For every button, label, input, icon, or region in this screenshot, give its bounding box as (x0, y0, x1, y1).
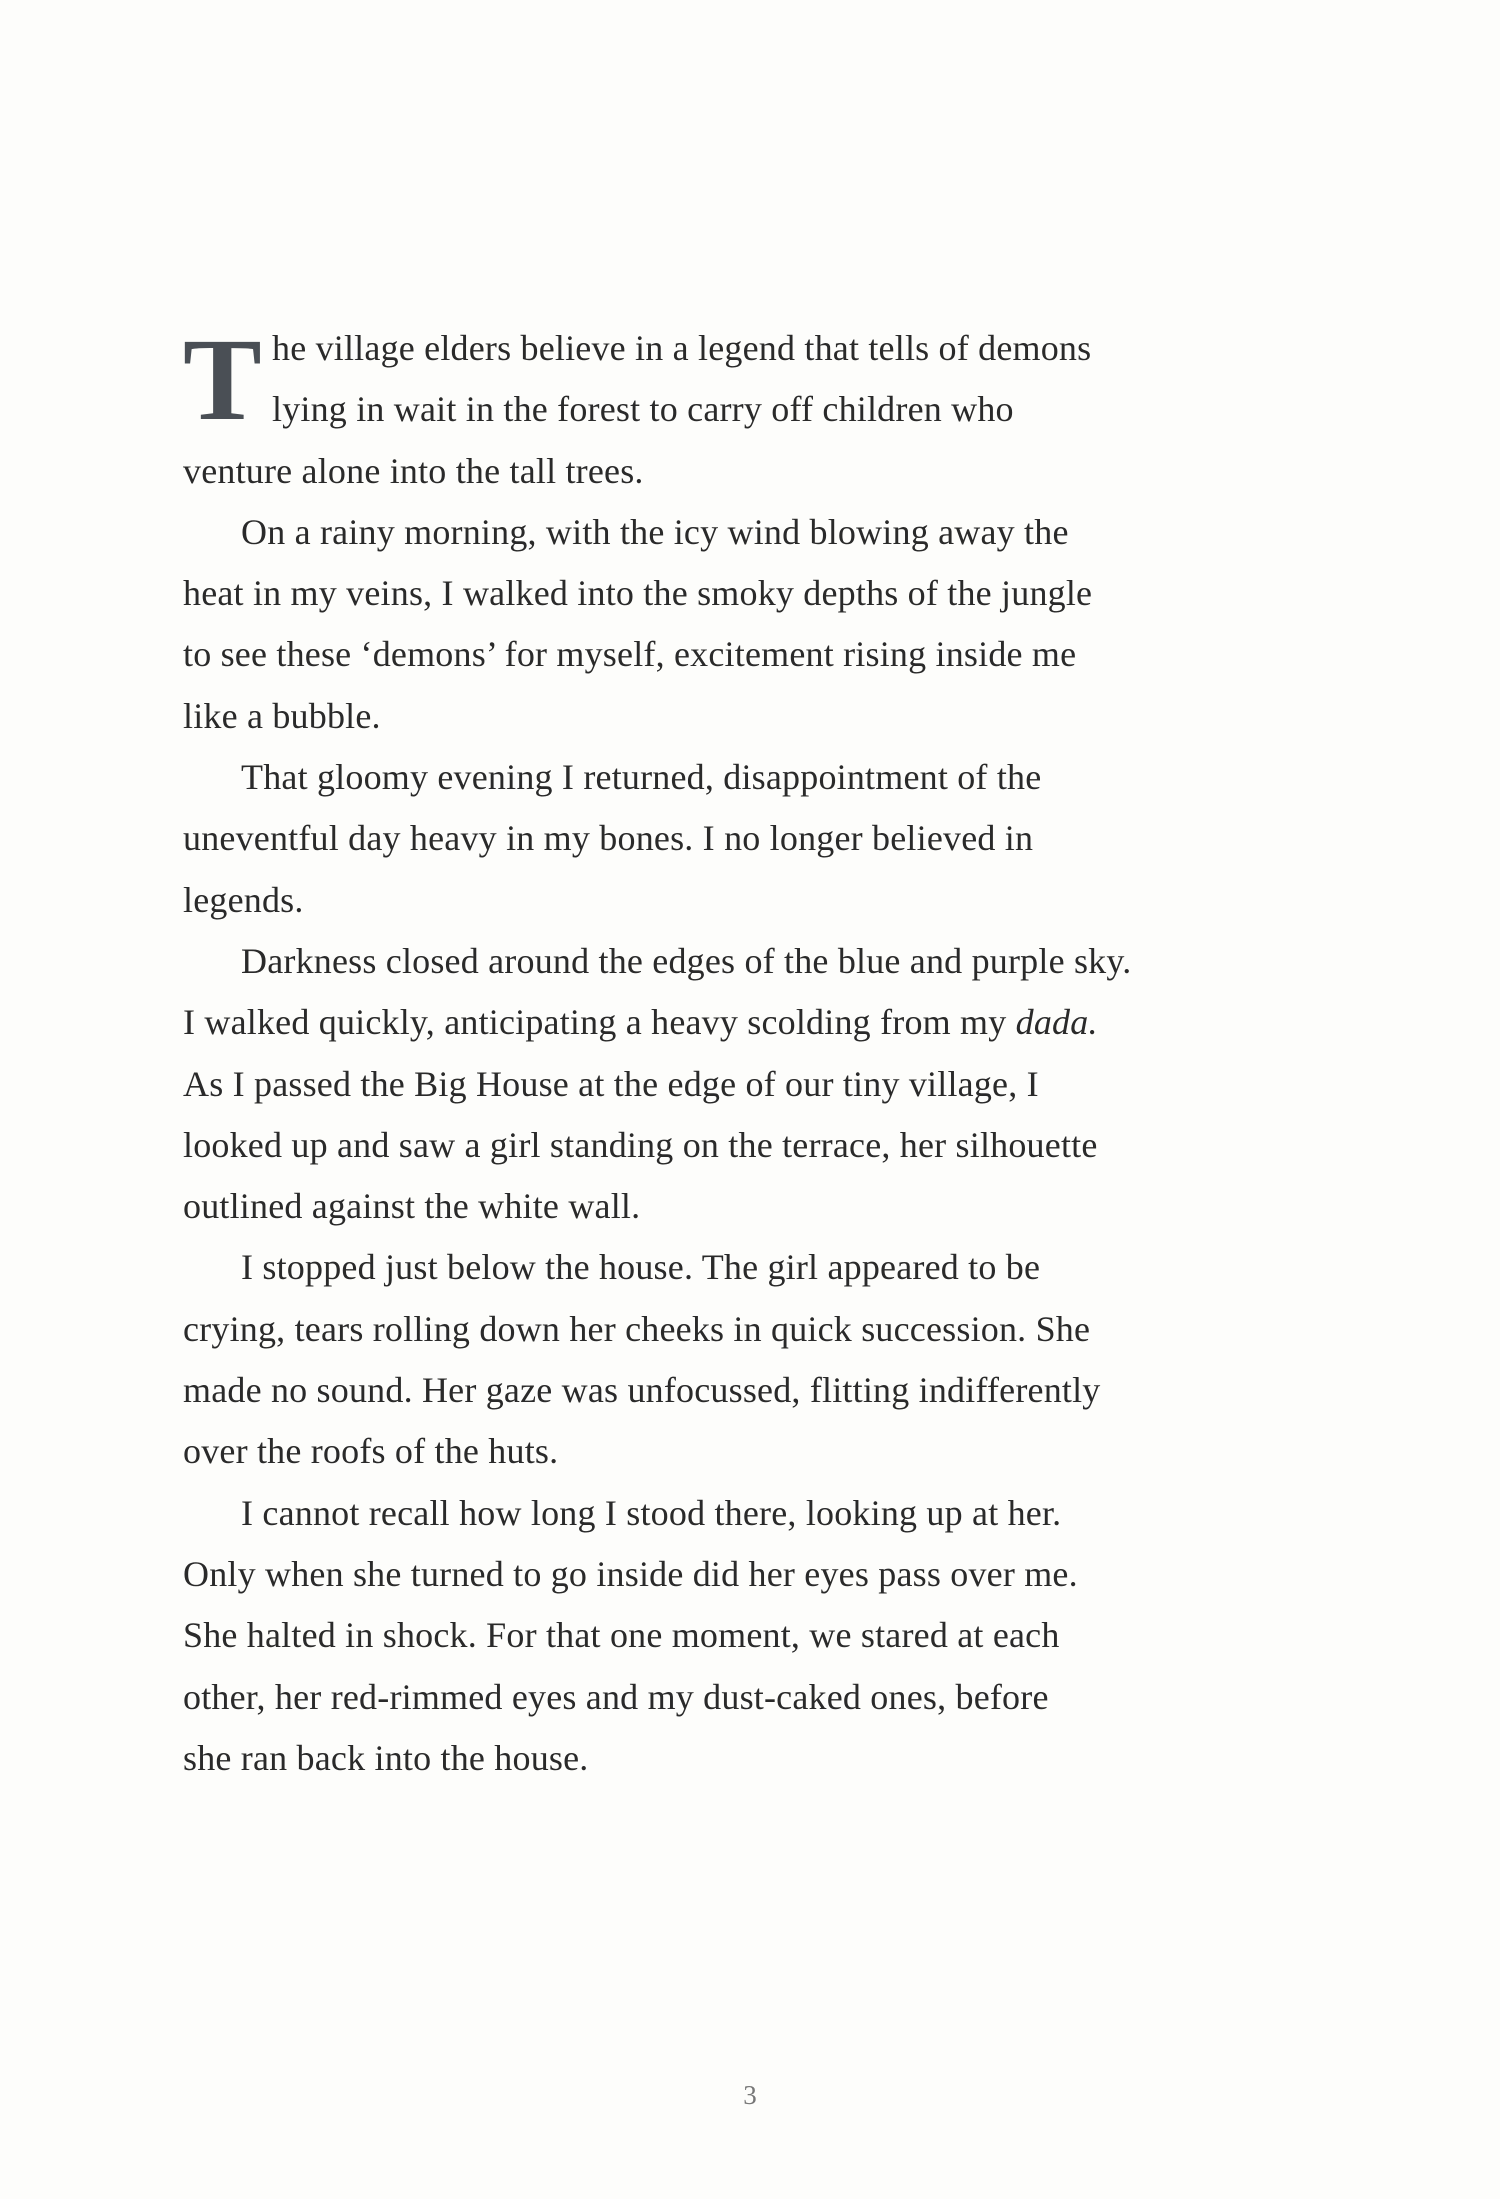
text-line: uneventful day heavy in my bones. I no longer believed in (183, 818, 1034, 859)
text-line: That gloomy evening I returned, disappointment of the (241, 757, 1042, 798)
text-line: Darkness closed around the edges of the blue and purple sky. (241, 940, 1132, 981)
text-line: She halted in shock. For that one moment, we stared at each (183, 1615, 1060, 1656)
text-line-with-italic (183, 992, 1313, 1053)
text-line: lying in wait in the forest to carry off children who (272, 389, 1014, 430)
text-line: other, her red-rimmed eyes and my dust-caked ones, before (183, 1676, 1049, 1717)
paragraph-2 (183, 502, 1313, 747)
text-line: crying, tears rolling down her cheeks in quick succession. She (183, 1308, 1091, 1349)
text-line: over the roofs of the huts. (183, 1431, 559, 1472)
text-line: On a rainy morning, with the icy wind blowing away the (241, 511, 1069, 552)
text-line: like a bubble. (183, 695, 381, 736)
paragraph-5 (183, 1237, 1313, 1482)
paragraph-3 (183, 747, 1313, 931)
text-line: I cannot recall how long I stood there, looking up at her. (241, 1492, 1062, 1533)
text-line: Only when she turned to go inside did her eyes pass over me. (183, 1553, 1078, 1594)
paragraph-6 (183, 1483, 1313, 1789)
paragraph-4 (183, 931, 1313, 1237)
text-line: she ran back into the house. (183, 1737, 589, 1778)
page-number: 3 (743, 2080, 757, 2110)
text-line: he village elders believe in a legend that tells of demons (272, 328, 1092, 368)
drop-cap: T (183, 314, 262, 445)
text-line: looked up and saw a girl standing on the terrace, her silhouette (183, 1124, 1098, 1165)
italic-word: dada. (1015, 1002, 1098, 1043)
body-text (183, 314, 1313, 1789)
text-line: made no sound. Her gaze was unfocussed, flitting indifferently (183, 1370, 1101, 1411)
text-line: outlined against the white wall. (183, 1186, 641, 1227)
text-line: As I passed the Big House at the edge of our tiny village, I (183, 1063, 1039, 1104)
paragraph-1 (183, 314, 1313, 502)
text-line: to see these ‘demons’ for myself, excitement rising inside me (183, 634, 1077, 675)
text-line: venture alone into the tall trees. (183, 450, 644, 491)
text-line: heat in my veins, I walked into the smoky depths of the jungle (183, 573, 1093, 614)
text-segment: I walked quickly, anticipating a heavy scolding from my (183, 1002, 1007, 1043)
text-line: I stopped just below the house. The girl appeared to be (241, 1247, 1041, 1288)
text-line: legends. (183, 879, 304, 920)
